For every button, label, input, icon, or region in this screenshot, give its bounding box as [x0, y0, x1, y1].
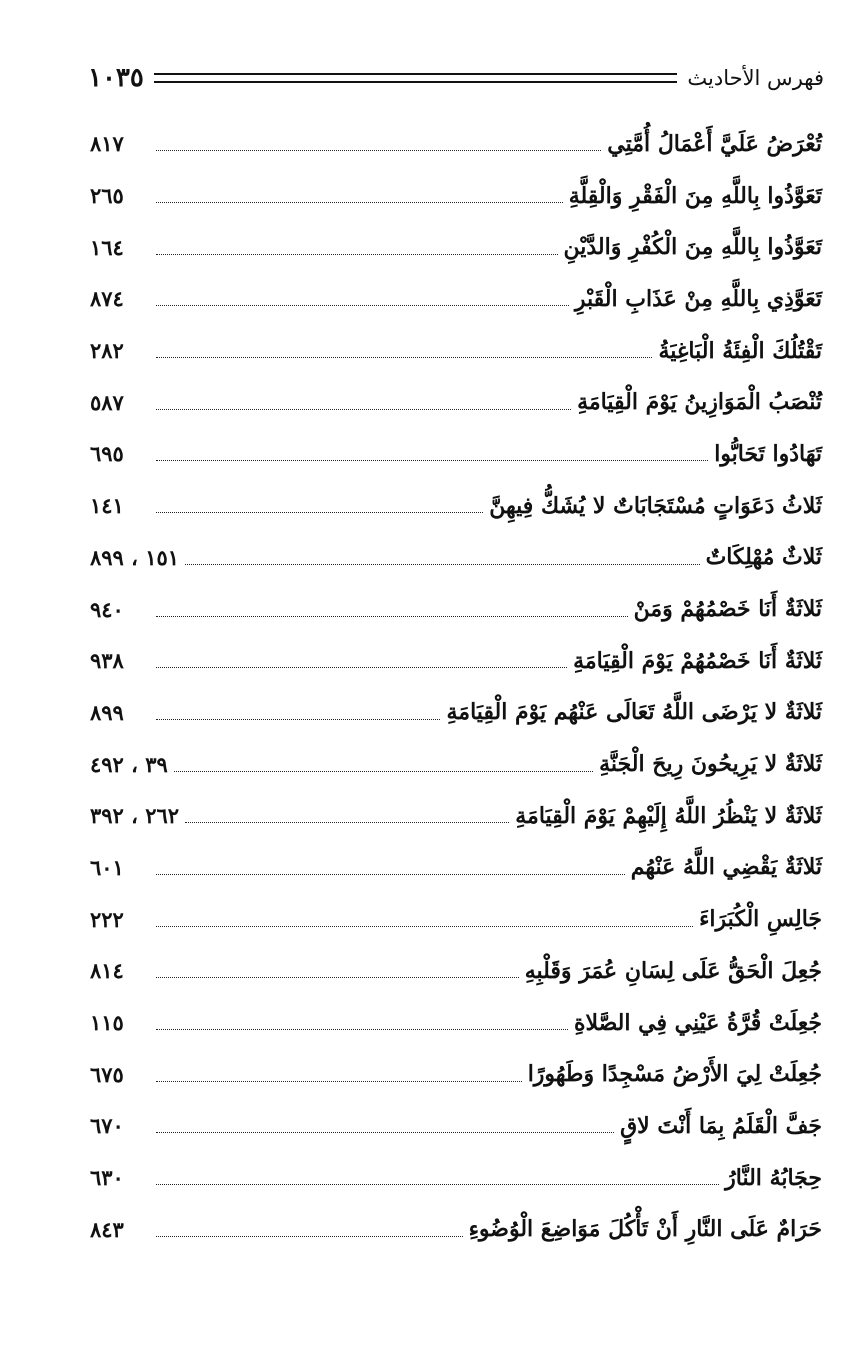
hadith-text: تَعَوَّذُوا بِاللَّهِ مِنَ الْفَقْرِ وَالْقِلَّةِ	[568, 182, 822, 209]
dotted-leader	[174, 771, 593, 772]
index-entry	[90, 428, 822, 480]
dotted-leader	[156, 616, 628, 617]
page-number: ١٠٣٥	[88, 63, 144, 93]
hadith-text: تَهَادُوا تَحَابُّوا	[714, 440, 822, 467]
page-reference: ٩٣٨	[90, 648, 124, 674]
index-entry	[90, 842, 822, 894]
hadith-text: تُعْرَضُ عَلَيَّ أَعْمَالُ أُمَّتِي	[607, 130, 822, 157]
index-entry	[90, 790, 822, 842]
hadith-text: تُنْصَبُ الْمَوَازِينُ يَوْمَ الْقِيَامَةِ	[577, 389, 822, 416]
page-reference: ١٥١ ، ٨٩٩	[90, 544, 180, 570]
dotted-leader	[156, 667, 567, 668]
hadith-text: ثَلاثَةٌ أَنَا خَصْمُهُمْ وَمَنْ	[633, 596, 822, 623]
dotted-leader	[156, 1081, 522, 1082]
page-reference: ١٦٤	[90, 234, 124, 260]
page-reference: ٥٨٧	[90, 389, 124, 415]
header-double-rule	[154, 73, 678, 83]
dotted-leader	[156, 357, 652, 358]
hadith-text: ثَلاثُ دَعَوَاتٍ مُسْتَجَابَاتٌ لا يُشَكُّ فِيهِنَّ	[489, 492, 822, 519]
index-entry	[90, 376, 822, 428]
dotted-leader	[156, 719, 440, 720]
page-reference: ٨١٧	[90, 131, 124, 157]
page-reference: ٦٧٥	[90, 1061, 124, 1087]
hadith-text: ثَلاثَةٌ لا يَنْظُرُ اللَّهُ إِلَيْهِمْ يَوْمَ الْقِيَامَةِ	[515, 802, 822, 829]
index-entry	[90, 1203, 822, 1255]
hadith-text: حِجَابُهُ النَّارُ	[725, 1164, 822, 1191]
dotted-leader	[156, 409, 571, 410]
index-entry	[90, 273, 822, 325]
dotted-leader	[156, 202, 563, 203]
dotted-leader	[156, 512, 483, 513]
dotted-leader	[156, 254, 558, 255]
dotted-leader	[156, 150, 601, 151]
dotted-leader	[156, 460, 708, 461]
header-title: فهرس الأحاديث	[687, 66, 824, 90]
hadith-text: تَقْتُلُكَ الْفِئَةُ الْبَاغِيَةُ	[658, 337, 822, 364]
hadith-text: جُعِلَتْ قُرَّةُ عَيْنِي فِي الصَّلاةِ	[573, 1009, 822, 1036]
hadith-text: ثَلاثَةٌ يَقْضِي اللَّهُ عَنْهُم	[630, 854, 822, 881]
hadith-text: ثَلاثَةٌ لا يَرْضَى اللَّهُ تَعَالَى عَنْهُم يَوْمَ الْقِيَامَةِ	[446, 699, 822, 726]
running-header	[88, 58, 824, 98]
index-entry	[90, 118, 822, 170]
index-entry	[90, 480, 822, 532]
hadith-text: حَرَامٌ عَلَى النَّارِ أَنْ تَأْكُلَ مَوَاضِعَ الْوُضُوءِ	[468, 1216, 822, 1243]
hadith-text: تَعَوَّذِي بِاللَّهِ مِنْ عَذَابِ الْقَبْرِ	[574, 285, 822, 312]
page-reference: ٢٦٥	[90, 183, 124, 209]
dotted-leader	[156, 1184, 719, 1185]
index-entry	[90, 1100, 822, 1152]
hadith-text: جُعِلَتْ لِيَ الأَرْضُ مَسْجِدًا وَطَهُورًا	[527, 1061, 822, 1088]
page-reference: ٢٨٢	[90, 338, 124, 364]
index-entry	[90, 738, 822, 790]
hadith-text: جَالِسِ الْكُبَرَاءَ	[699, 906, 822, 933]
dotted-leader	[156, 874, 625, 875]
dotted-leader	[156, 305, 569, 306]
dotted-leader	[156, 1132, 614, 1133]
page-reference: ٩٤٠	[90, 596, 124, 622]
page-reference: ١٤١	[90, 493, 124, 519]
index-entry	[90, 583, 822, 635]
dotted-leader	[156, 1029, 568, 1030]
dotted-leader	[156, 926, 693, 927]
hadith-text: جُعِلَ الْحَقُّ عَلَى لِسَانِ عُمَرَ وَقَلْبِهِ	[524, 957, 822, 984]
index-entry	[90, 893, 822, 945]
index-entry	[90, 325, 822, 377]
page-reference: ١١٥	[90, 1010, 124, 1036]
page-reference: ٢٦٢ ، ٣٩٢	[90, 803, 180, 829]
page-reference: ٨١٤	[90, 958, 124, 984]
index-entry	[90, 170, 822, 222]
dotted-leader	[185, 822, 509, 823]
page-reference: ٨٩٩	[90, 699, 124, 725]
hadith-text: جَفَّ الْقَلَمُ بِمَا أَنْتَ لاقٍ	[620, 1112, 822, 1139]
hadith-text: تَعَوَّذُوا بِاللَّهِ مِنَ الْكُفْرِ وَالدَّيْنِ	[563, 234, 822, 261]
index-entry	[90, 532, 822, 584]
page-reference: ٢٢٢	[90, 906, 124, 932]
index-entry	[90, 635, 822, 687]
hadith-index-list	[90, 118, 822, 1255]
page-reference: ٦٣٠	[90, 1165, 124, 1191]
page-reference: ٦٧٠	[90, 1113, 124, 1139]
dotted-leader	[156, 977, 519, 978]
index-entry	[90, 1152, 822, 1204]
page-reference: ٦٩٥	[90, 441, 124, 467]
index-entry	[90, 221, 822, 273]
index-entry	[90, 1048, 822, 1100]
page-reference: ٨٤٣	[90, 1216, 124, 1242]
page-reference: ٣٩ ، ٤٩٢	[90, 751, 168, 777]
hadith-text: ثَلاثَةٌ أَنَا خَصْمُهُمْ يَوْمَ الْقِيَامَةِ	[573, 647, 822, 674]
hadith-text: ثَلاثٌ مُهْلِكَاتٌ	[705, 544, 822, 571]
index-entry	[90, 997, 822, 1049]
index-entry	[90, 945, 822, 997]
index-entry	[90, 687, 822, 739]
page-reference: ٨٧٤	[90, 286, 124, 312]
page-reference: ٦٠١	[90, 854, 124, 880]
hadith-text: ثَلاثَةٌ لا يَرِيحُونَ رِيحَ الْجَنَّةِ	[599, 751, 822, 778]
dotted-leader	[185, 564, 700, 565]
dotted-leader	[156, 1236, 463, 1237]
